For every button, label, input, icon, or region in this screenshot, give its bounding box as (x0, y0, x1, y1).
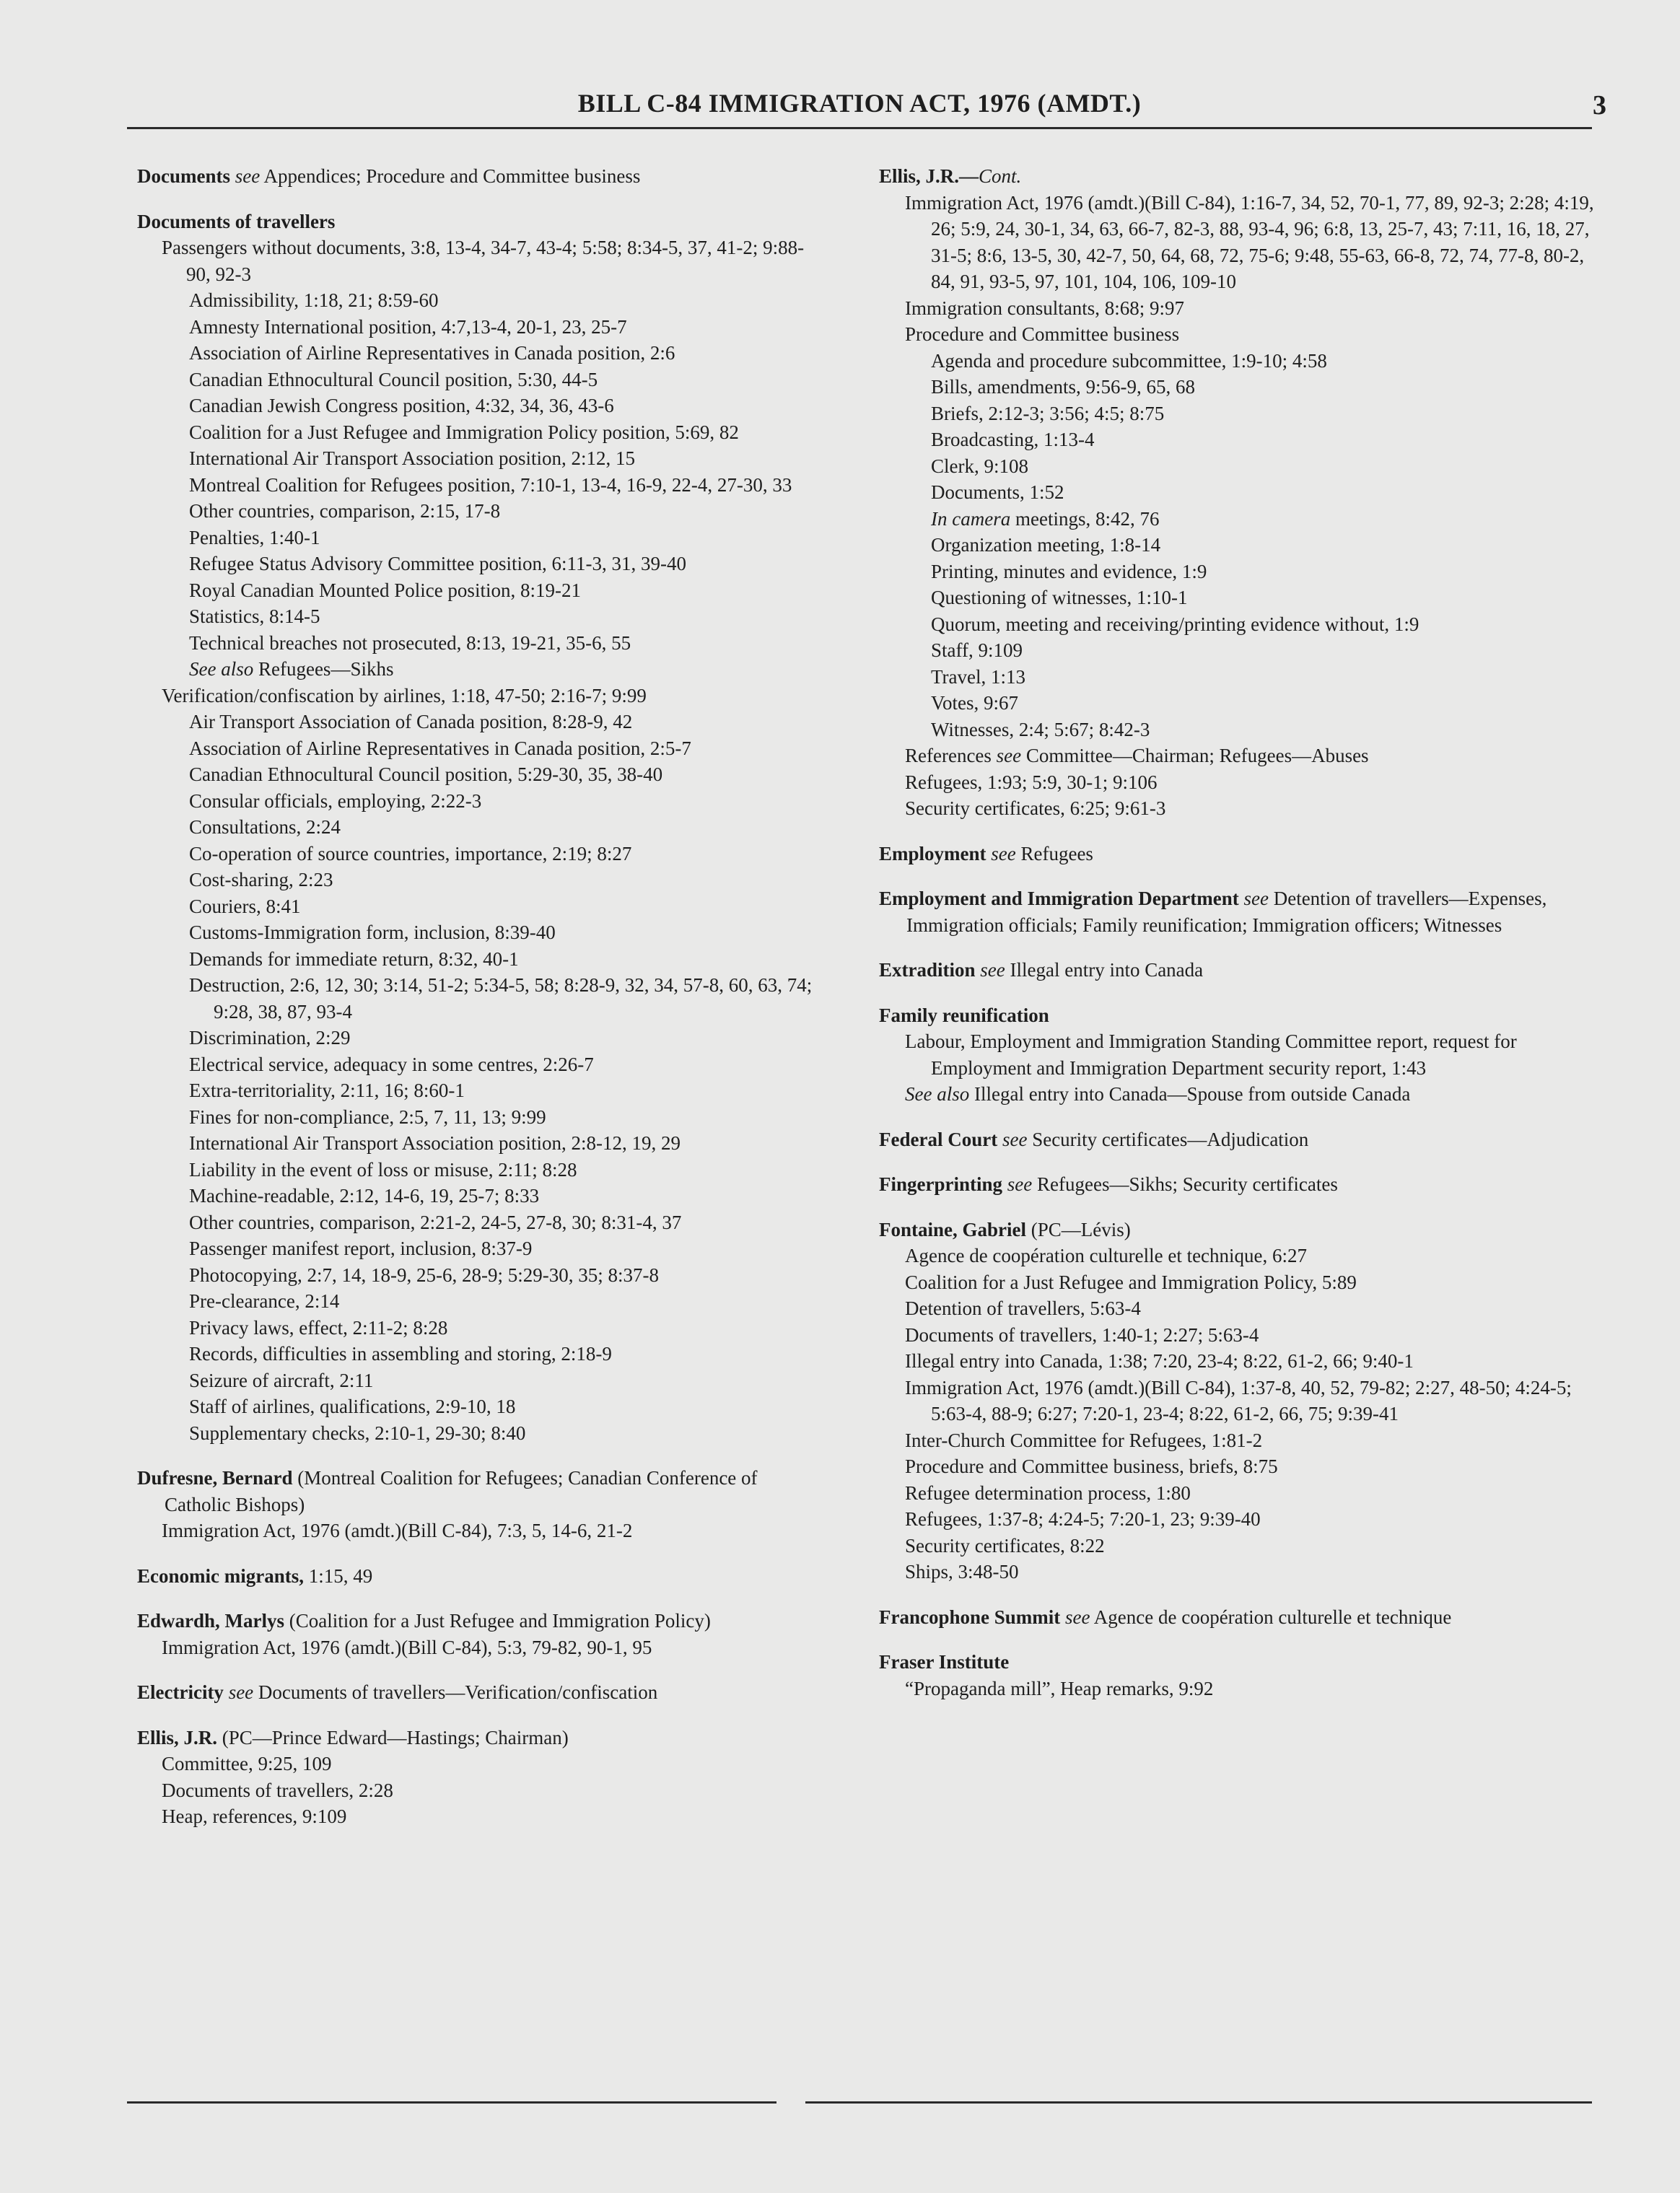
subentry-item: Agenda and procedure subcommittee, 1:9-10; 4:58 (931, 349, 1327, 372)
subentry-item: Technical breaches not prosecuted, 8:13, 19-21, 35-6, 55 (189, 631, 631, 654)
subentry-item: International Air Transport Association position, 2:12, 15 (189, 447, 635, 469)
subentry: Heap, references, 9:109 (162, 1805, 347, 1827)
headword: Dufresne, Bernard (137, 1467, 293, 1489)
subentry-item: Association of Airline Representatives in Canada position, 2:6 (189, 342, 675, 364)
passengers-subentries (137, 287, 815, 683)
subentry: Refugees, 1:37-8; 4:24-5; 7:20-1, 23; 9:39-40 (905, 1508, 1261, 1530)
see-label: see (1243, 888, 1269, 909)
headword: Edwardh, Marlys (137, 1610, 285, 1632)
index-entry-federal-court (879, 1126, 1608, 1153)
subentry-item: Passenger manifest report, inclusion, 8:37-9 (189, 1238, 533, 1259)
see-label: see (1007, 1173, 1033, 1195)
subentry-item: Extra-territoriality, 2:11, 16; 8:60-1 (189, 1080, 465, 1101)
cross-reference: Detention of travellers—Expenses, Immigration officials; Family reunification; Immigration officers; Witnesses (906, 888, 1547, 936)
subentry-item: Air Transport Association of Canada position, 8:28-9, 42 (189, 711, 633, 732)
subentry-item: Canadian Ethnocultural Council position, 5:29-30, 35, 38-40 (189, 763, 663, 785)
index-entry-employment (879, 841, 1608, 867)
subentry-item: Seizure of aircraft, 2:11 (189, 1369, 374, 1391)
affiliation: (PC—Lévis) (1031, 1218, 1131, 1240)
subentry-item: Montreal Coalition for Refugees position, 7:10-1, 13-4, 16-9, 22-4, 27-30, 33 (189, 473, 792, 496)
index-entry-employment-department (879, 885, 1608, 938)
subentry: Procedure and Committee business (905, 323, 1180, 345)
index-entry-extradition (879, 957, 1608, 984)
verification-subentries (137, 709, 815, 1446)
cross-reference: Refugees (1020, 842, 1093, 864)
headword: Francophone Summit (879, 1606, 1061, 1628)
subentry-item: Refugee Status Advisory Committee position, 6:11-3, 31, 39-40 (189, 553, 686, 574)
footer-rule-right (805, 2101, 1592, 2104)
subentry: Detention of travellers, 5:63-4 (905, 1297, 1141, 1319)
subentry-item: Records, difficulties in assembling and storing, 2:18-9 (189, 1343, 612, 1365)
subentry: Ships, 3:48-50 (905, 1561, 1019, 1583)
headword: Economic migrants, (137, 1564, 304, 1587)
subentry-item: Consular officials, employing, 2:22-3 (189, 789, 482, 812)
footer-rule-left (127, 2101, 776, 2104)
subentry-item: Clerk, 9:108 (931, 455, 1028, 477)
subentry: Coalition for a Just Refugee and Immigration Policy, 5:89 (905, 1271, 1357, 1293)
subentry-text: meetings, 8:42, 76 (1010, 507, 1160, 530)
cross-reference: Appendices; Procedure and Committee business (263, 165, 641, 187)
headword: Employment and Immigration Department (879, 888, 1239, 909)
index-entry-dufresne (137, 1465, 815, 1544)
see-also-label: See also (905, 1083, 970, 1105)
subentry: Labour, Employment and Immigration Standing Committee report, request for Employment and Immigration Department security report, 1:43 (905, 1030, 1517, 1079)
page-header-title: BILL C-84 IMMIGRATION ACT, 1976 (AMDT.) (577, 89, 1142, 118)
subentry-item: Supplementary checks, 2:10-1, 29-30; 8:40 (189, 1422, 526, 1444)
subentry: Documents of travellers, 1:40-1; 2:27; 5:63-4 (905, 1323, 1259, 1346)
subentry: Refugee determination process, 1:80 (905, 1481, 1191, 1504)
subentry-item: Royal Canadian Mounted Police position, 8:19-21 (189, 579, 581, 601)
index-entry-fingerprinting (879, 1171, 1608, 1198)
subentry-item: International Air Transport Association position, 2:8-12, 19, 29 (189, 1132, 681, 1154)
subentry-item: Penalties, 1:40-1 (189, 526, 320, 548)
subentry: Security certificates, 8:22 (905, 1534, 1105, 1557)
headword: Extradition (879, 959, 976, 981)
see-label: see (228, 1681, 254, 1703)
subentry-item: Coalition for a Just Refugee and Immigration Policy position, 5:69, 82 (189, 421, 739, 443)
subentry: Documents of travellers, 2:28 (162, 1779, 393, 1801)
subentry-item: Destruction, 2:6, 12, 30; 3:14, 51-2; 5:34-5, 58; 8:28-9, 32, 34, 57-8, 60, 63, 74; 9:28, 38, 87, 93-4 (189, 974, 813, 1023)
subentry-item: Co-operation of source countries, importance, 2:19; 8:27 (189, 842, 632, 864)
subentry-item: Privacy laws, effect, 2:11-2; 8:28 (189, 1316, 448, 1339)
headword: Employment (879, 842, 986, 864)
subentry-item: Liability in the event of loss or misuse, 2:11; 8:28 (189, 1158, 577, 1181)
see-label: see (1065, 1606, 1090, 1628)
references-label: References (905, 745, 992, 766)
subentry: Illegal entry into Canada, 1:38; 7:20, 23-4; 8:22, 61-2, 66; 9:40-1 (905, 1350, 1414, 1372)
see-also-text: Refugees—Sikhs (258, 658, 394, 680)
affiliation: (Coalition for a Just Refugee and Immigration Policy) (289, 1610, 711, 1632)
headword: Electricity (137, 1681, 224, 1703)
cross-reference: Agence de coopération culturelle et technique (1093, 1606, 1452, 1628)
subentry-item: Travel, 1:13 (931, 665, 1026, 688)
subentry-item: Customs-Immigration form, inclusion, 8:39-40 (189, 922, 556, 943)
index-entry-francophone-summit (879, 1604, 1608, 1631)
see-also-text: Illegal entry into Canada—Spouse from outside Canada (974, 1083, 1411, 1105)
index-entry-documents (137, 163, 815, 190)
subentry-item: Consultations, 2:24 (189, 816, 341, 838)
subentry-item: Witnesses, 2:4; 5:67; 8:42-3 (931, 718, 1150, 740)
see-also-line (137, 656, 815, 683)
right-column (879, 163, 1608, 1720)
see-also-line (879, 1081, 1608, 1108)
subentry: Immigration Act, 1976 (amdt.)(Bill C-84), 1:37-8, 40, 52, 79-82; 2:27, 48-50; 4:24-5; 5:63-4, 88-9; 6:27; 7:20-1, 23-4; 8:22, 61-2, 66, 75; 9:39-41 (905, 1376, 1572, 1424)
subentry (879, 743, 1608, 769)
subentry-item: Couriers, 8:41 (189, 895, 301, 917)
subentry: Agence de coopération culturelle et technique, 6:27 (905, 1245, 1308, 1266)
page-number: 3 (1593, 90, 1606, 121)
subentry-item: Organization meeting, 1:8-14 (931, 534, 1161, 556)
subentry: Immigration Act, 1976 (amdt.)(Bill C-84), 5:3, 79-82, 90-1, 95 (162, 1636, 652, 1658)
subentry-item: Documents, 1:52 (931, 481, 1064, 503)
subentry-item: Discrimination, 2:29 (189, 1027, 351, 1049)
headword: Fraser Institute (879, 1651, 1010, 1673)
subentry: Immigration consultants, 8:68; 9:97 (905, 297, 1184, 319)
subentry-item: Canadian Jewish Congress position, 4:32, 34, 36, 43-6 (189, 395, 614, 416)
subentry: Passengers without documents, 3:8, 13-4, 34-7, 43-4; 5:58; 8:34-5, 37, 41-2; 9:88-90, 92-3 (162, 237, 805, 285)
subentry-item: Broadcasting, 1:13-4 (931, 429, 1095, 450)
headword: Family reunification (879, 1004, 1049, 1026)
index-entry-edwardh (137, 1608, 815, 1660)
subentry-item (879, 506, 1608, 533)
cross-reference: Security certificates—Adjudication (1032, 1128, 1309, 1150)
index-entry-ellis (137, 1725, 815, 1830)
subentry-item: Staff of airlines, qualifications, 2:9-10, 18 (189, 1396, 516, 1417)
subentry-item: Photocopying, 2:7, 14, 18-9, 25-6, 28-9; 5:29-30, 35; 8:37-8 (189, 1264, 659, 1286)
index-entry-ellis-continued (879, 163, 1608, 822)
subentry-item: Electrical service, adequacy in some centres, 2:26-7 (189, 1053, 594, 1075)
subentry: Verification/confiscation by airlines, 1:18, 47-50; 2:16-7; 9:99 (162, 684, 647, 706)
subentry-item: Statistics, 8:14-5 (189, 605, 320, 627)
procedure-subentries (879, 348, 1608, 743)
subentry: Refugees, 1:93; 5:9, 30-1; 9:106 (905, 771, 1158, 793)
see-label: see (991, 842, 1016, 864)
subentry-item: Questioning of witnesses, 1:10-1 (931, 587, 1188, 608)
headword: Fontaine, Gabriel (879, 1218, 1026, 1240)
see-label: see (980, 959, 1005, 981)
subentry: Inter-Church Committee for Refugees, 1:81-2 (905, 1429, 1263, 1451)
index-entry-family-reunification (879, 1002, 1608, 1108)
subentry-item: Admissibility, 1:18, 21; 8:59-60 (189, 289, 439, 311)
subentry-item: Bills, amendments, 9:56-9, 65, 68 (931, 376, 1195, 398)
page-references: 1:15, 49 (308, 1564, 373, 1587)
cross-reference: Refugees—Sikhs; Security certificates (1037, 1173, 1338, 1195)
subentry-item: Canadian Ethnocultural Council position, 5:30, 44-5 (189, 368, 598, 390)
index-entry-economic-migrants (137, 1563, 815, 1590)
subentry-item: Amnesty International position, 4:7,13-4, 20-1, 23, 25-7 (189, 315, 627, 338)
subentry-item: Demands for immediate return, 8:32, 40-1 (189, 947, 519, 970)
header-rule (127, 127, 1592, 129)
subentry: Procedure and Committee business, briefs, 8:75 (905, 1456, 1278, 1477)
affiliation: (Montreal Coalition for Refugees; Canadian Conference of Catholic Bishops) (165, 1467, 758, 1515)
subentry-item: Quorum, meeting and receiving/printing evidence without, 1:9 (931, 613, 1419, 635)
subentry-item: Association of Airline Representatives in Canada position, 2:5-7 (189, 737, 691, 759)
cross-reference: Illegal entry into Canada (1010, 959, 1204, 981)
index-entry-documents-of-travellers (137, 209, 815, 1447)
subentry: “Propaganda mill”, Heap remarks, 9:92 (905, 1677, 1214, 1699)
cross-reference: Documents of travellers—Verification/confiscation (258, 1681, 658, 1703)
affiliation: (PC—Prince Edward—Hastings; Chairman) (222, 1726, 569, 1748)
subentry-item: Other countries, comparison, 2:21-2, 24-5, 27-8, 30; 8:31-4, 37 (189, 1211, 682, 1233)
headword: Ellis, J.R.— (879, 165, 979, 187)
subentry-item: Other countries, comparison, 2:15, 17-8 (189, 500, 501, 522)
subentry-item: Pre-clearance, 2:14 (189, 1290, 340, 1312)
subentry-item: Cost-sharing, 2:23 (189, 869, 333, 890)
subentry: Security certificates, 6:25; 9:61-3 (905, 797, 1166, 819)
left-column (137, 163, 815, 1849)
subentry-item: Fines for non-compliance, 2:5, 7, 11, 13; 9:99 (189, 1106, 546, 1128)
see-label: see (1002, 1128, 1028, 1150)
index-entry-electricity (137, 1679, 815, 1706)
italic-term: In camera (931, 507, 1011, 530)
headword: Documents of travellers (137, 210, 336, 232)
subentry: Immigration Act, 1976 (amdt.)(Bill C-84), 1:16-7, 34, 52, 70-1, 77, 89, 92-3; 2:28; 4:19, 26; 5:9, 24, 30-1, 34, 63, 66-7, 82-3, 88, 93-4, 96; 6:8, 13, 25-7, 43; 7:11, 16, 18, 27, 31-5; 8:6, 13-5, 30, 42-7, 50, 64, 68, 72, 75-6; 9:48, 55-63, 66-8, 72, 74, 77-8, 80-2, 84, 91, 93-5, 97, 101, 104, 106, 109-10 (905, 191, 1594, 292)
cross-reference: Committee—Chairman; Refugees—Abuses (1025, 745, 1369, 766)
subentry: Immigration Act, 1976 (amdt.)(Bill C-84), 7:3, 5, 14-6, 21-2 (162, 1520, 633, 1541)
headword: Documents (137, 165, 230, 187)
see-label: see (235, 165, 261, 187)
index-entry-fraser-institute (879, 1649, 1608, 1702)
see-also-label: See also (189, 658, 254, 680)
subentry-item: Votes, 9:67 (931, 692, 1019, 714)
subentry-item: Machine-readable, 2:12, 14-6, 19, 25-7; 8:33 (189, 1185, 540, 1207)
subentry: Committee, 9:25, 109 (162, 1753, 332, 1774)
headword: Federal Court (879, 1128, 998, 1150)
subentry-item: Staff, 9:109 (931, 639, 1023, 661)
headword: Fingerprinting (879, 1173, 1003, 1195)
subentry-item: Briefs, 2:12-3; 3:56; 4:5; 8:75 (931, 402, 1165, 424)
see-label: see (996, 745, 1022, 766)
continued-label: Cont. (979, 165, 1022, 187)
headword: Ellis, J.R. (137, 1726, 218, 1748)
subentry-item: Printing, minutes and evidence, 1:9 (931, 560, 1207, 582)
index-entry-fontaine (879, 1217, 1608, 1585)
